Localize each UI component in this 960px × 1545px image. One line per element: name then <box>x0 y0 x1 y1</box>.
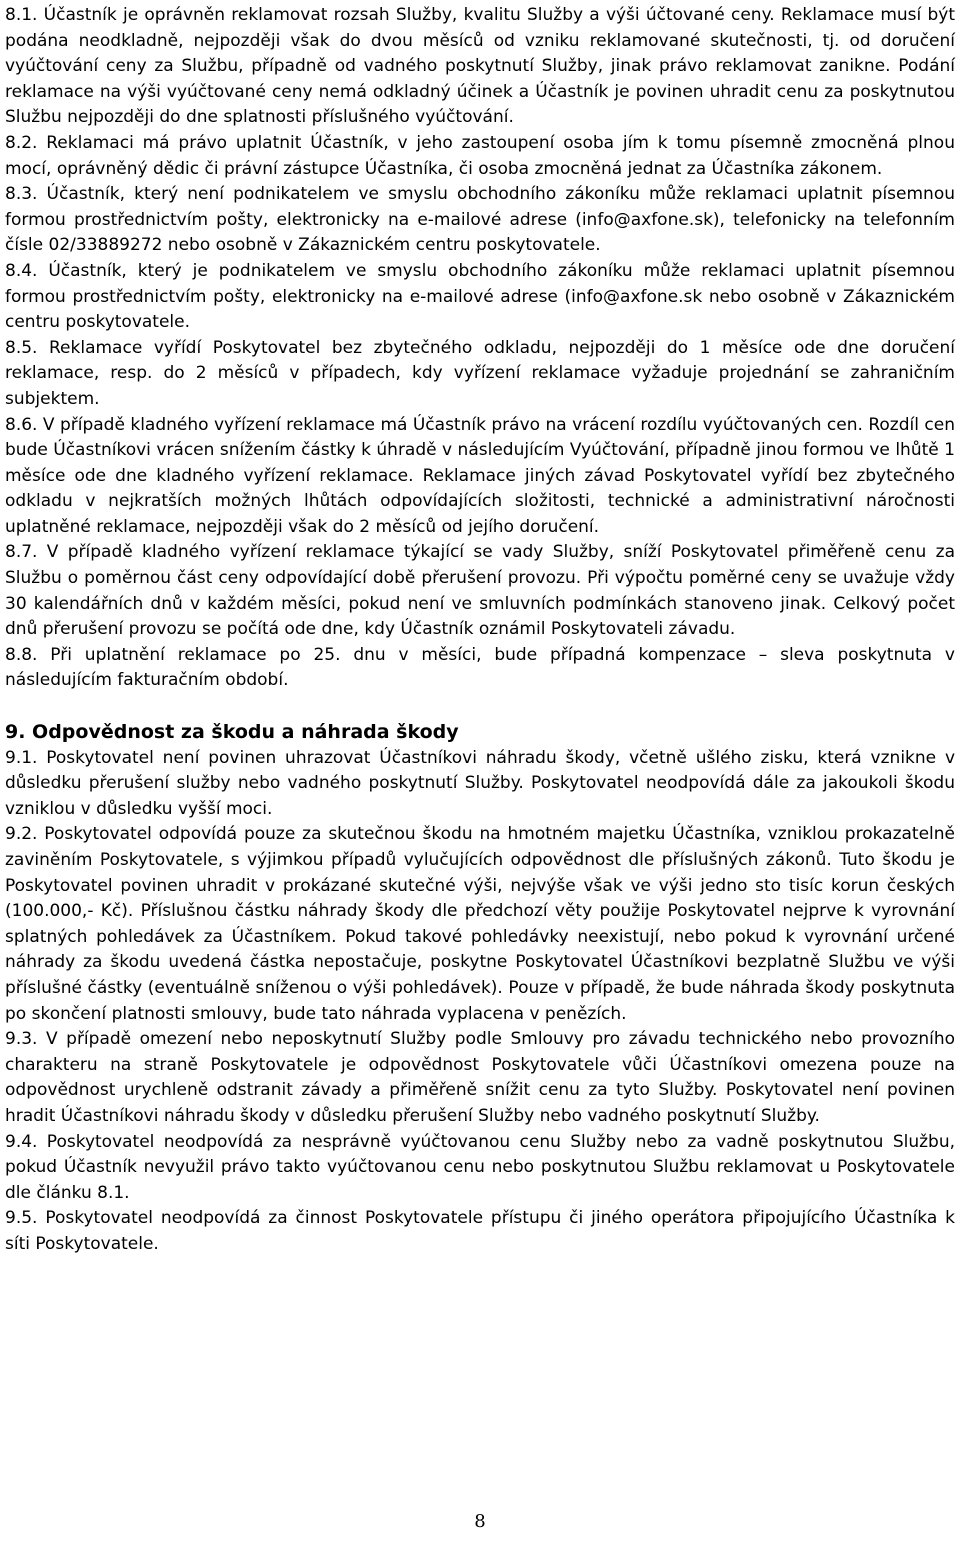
paragraph-9-1: 9.1. Poskytovatel není povinen uhrazovat Účastníkovi náhradu škody, včetně ušlého zisku, která vznikne v důsledku přerušení služby nebo vadného poskytnutí Služby. Poskytovatel neodpovídá dále za jakoukoli škodu vzniklou v důsledku vyšší moci. <box>5 747 955 819</box>
paragraph-8-5: 8.5. Reklamace vyřídí Poskytovatel bez zbytečného odkladu, nejpozději do 1 měsíce ode dne doručení reklamace, resp. do 2 měsíců v případech, kdy vyřízení reklamace vyžaduje projednání se zahraničním subjektem. <box>5 337 955 409</box>
page-number: 8 <box>474 1511 486 1532</box>
paragraph-9-5: 9.5. Poskytovatel neodpovídá za činnost Poskytovatele přístupu či jiného operátora připojujícího Účastníka k síti Poskytovatele. <box>5 1208 955 1254</box>
section-9-heading: 9. Odpovědnost za škodu a náhrada škody <box>5 721 459 744</box>
paragraph-8-8: 8.8. Při uplatnění reklamace po 25. dnu v měsíci, bude případná kompenzace – sleva poskytnuta v následujícím fakturačním období. <box>5 644 955 691</box>
paragraph-9-2: 9.2. Poskytovatel odpovídá pouze za skutečnou škodu na hmotném majetku Účastníka, vzniklou prokazatelně zaviněním Poskytovatele, s výjimkou případů vylučujících odpovědnost dle příslušných zákonů. Tuto škodu je Poskytovatel povinen uhradit v prokázané skutečné výši, nejvýše však ve výši jedno sto tisíc korun českých (100.000,- Kč). Příslušnou částku náhrady škody dle předchozí věty použije Poskytovatel nejprve k vyrovnání splatných pohledávek za Účastníkem. Pokud takové pohledávky neexistují, nebo pokud k vyrovnání určené náhrady za škodu uvedená částka nepostačuje, poskytne Poskytovatel Účastníkovi bezplatně Službu ve výši příslušné částky (eventuálně sníženou o výši pohledávek). Pouze v případě, že bude náhrada škody poskytnuta po skončení platnosti smlouvy, bude tato náhrada vyplacena v penězích. <box>5 824 955 1024</box>
paragraph-9-3: 9.3. V případě omezení nebo neposkytnutí Služby podle Smlouvy pro závadu technického nebo provozního charakteru na straně Poskytovatele je odpovědnost Poskytovatele vůči Účastníkovi omezena pouze na odpovědnost urychleně odstranit závady a přiměřeně snížit cenu za tyto Služby. Poskytovatel není povinen hradit Účastníkovi náhradu škody v důsledku přerušení Služby nebo vadného poskytnutí Služby. <box>5 1029 955 1126</box>
paragraph-8-7: 8.7. V případě kladného vyřízení reklamace týkající se vady Služby, sníží Poskytovatel přiměřeně cenu za Službu o poměrnou část ceny odpovídající době přerušení provozu. Při výpočtu poměrné ceny se uvažuje vždy 30 kalendářních dnů v každém měsíci, pokud není ve smluvních podmínkách stanoveno jinak. Celkový počet dnů přerušení provozu se počítá ode dne, kdy Účastník oznámil Poskytovateli závadu. <box>5 542 955 640</box>
paragraph-8-2: 8.2. Reklamaci má právo uplatnit Účastník, v jeho zastoupení osoba jím k tomu písemně zmocněná plnou mocí, oprávněný dědic či právní zástupce Účastníka, či osoba zmocněná jednat za Účastníka zákonem. <box>5 132 955 179</box>
paragraph-8-4: 8.4. Účastník, který je podnikatelem ve smyslu obchodního zákoníku může reklamaci uplatnit písemnou formou prostřednictvím pošty, elektronicky na e-mailové adrese (info@axfone.sk nebo osobně v Zákaznickém centru poskytovatele. <box>5 260 955 333</box>
document-page <box>5 3 955 1258</box>
paragraph-8-3: 8.3. Účastník, který není podnikatelem ve smyslu obchodního zákoníku může reklamaci uplatnit písemnou formou prostřednictvím pošty, elektronicky na e-mailové adrese (info@axfone.sk), telefonicky na telefonním čísle 02/33889272 nebo osobně v Zákaznickém centru poskytovatele. <box>5 184 955 256</box>
section-9 <box>5 720 955 1257</box>
paragraph-8-6: 8.6. V případě kladného vyřízení reklamace má Účastník právo na vrácení rozdílu vyúčtovaných cen. Rozdíl cen bude Účastníkovi vrácen snížením částky k úhradě v následujícím Vyúčtování, případně jinou formou ve lhůtě 1 měsíce ode dne kladného vyřízení reklamace. Reklamace jiných závad Poskytovatel vyřídí bez zbytečného odkladu v nejkratších možných lhůtách odpovídajících složitosti, technické a administrativní náročnosti uplatněné reklamace, nejpozději však do 2 měsíců od jejího doručení. <box>5 414 955 537</box>
paragraph-9-4: 9.4. Poskytovatel neodpovídá za nesprávně vyúčtovanou cenu Služby nebo za vadně poskytnutou Službu, pokud Účastník nevyužil právo takto vyúčtovanou cenu nebo poskytnutou Službu reklamovat u Poskytovatele dle článku 8.1. <box>5 1131 955 1203</box>
section-8 <box>5 3 955 694</box>
paragraph-8-1: 8.1. Účastník je oprávněn reklamovat rozsah Služby, kvalitu Služby a výši účtované ceny. Reklamace musí být podána neodkladně, nejpozději však do dvou měsíců od vzniku reklamované skutečnosti, tj. od doručení vyúčtování ceny za Službu, případně od vadného poskytnutí Služby, jinak právo reklamovat zanikne. Podání reklamace na výši vyúčtované ceny nemá odkladný účinek a Účastník je povinen uhradit cenu za poskytnutou Službu nejpozději do dne splatnosti příslušného vyúčtování. <box>5 5 955 128</box>
